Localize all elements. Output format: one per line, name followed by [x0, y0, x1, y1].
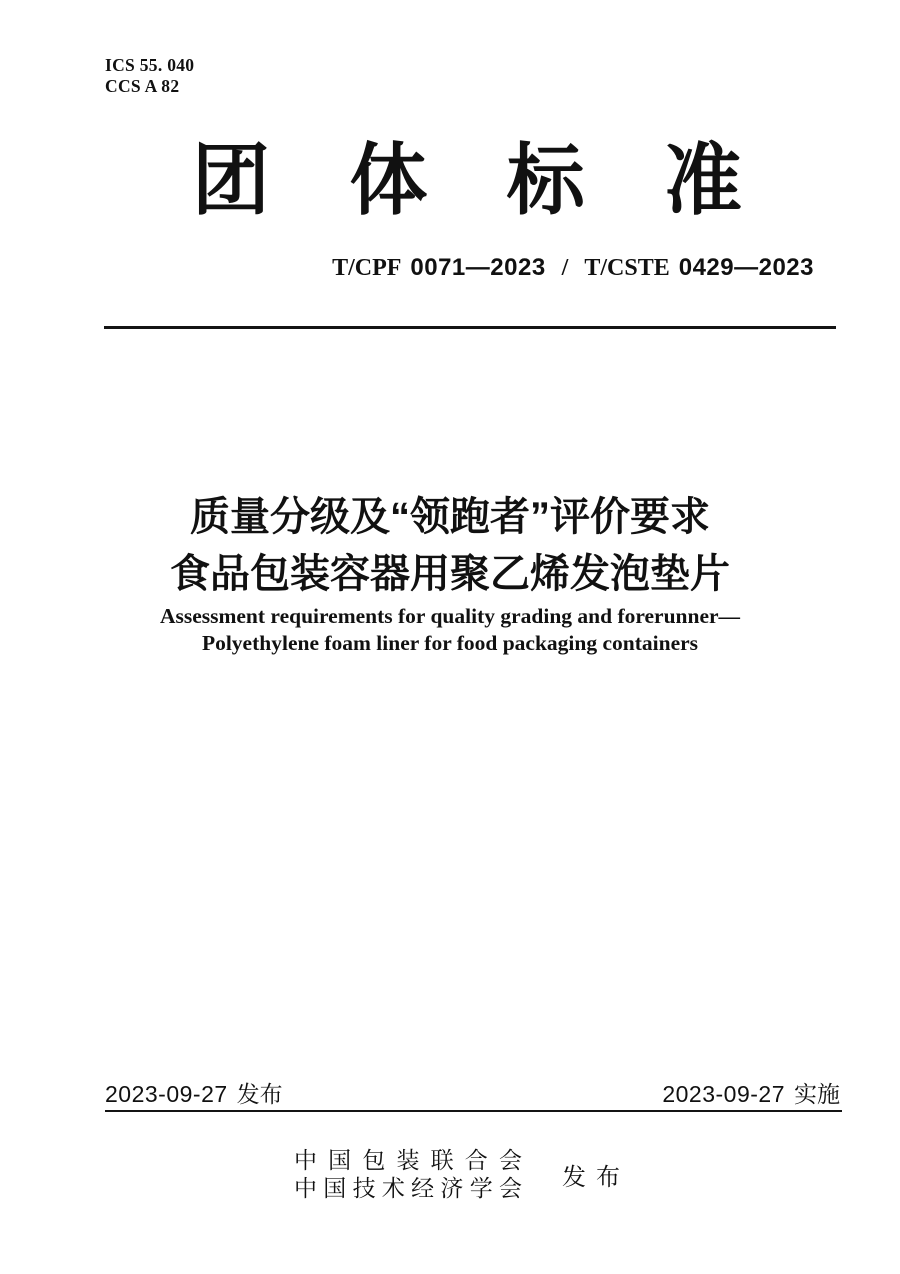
standard-number-1: 0071—2023	[410, 254, 546, 281]
english-title	[60, 603, 840, 657]
dates-row	[105, 1076, 840, 1109]
chinese-title-line1: 质量分级及“领跑者”评价要求	[190, 495, 710, 539]
ccs-code: CCS A 82	[105, 76, 180, 96]
char: 国	[328, 1147, 352, 1173]
char: 合	[464, 1147, 488, 1173]
char: 体	[349, 136, 428, 224]
char: 会	[498, 1147, 522, 1173]
char: 会	[498, 1175, 522, 1201]
implement-date-item	[662, 1076, 840, 1109]
char: 中	[294, 1175, 317, 1201]
bottom-rule	[105, 1110, 842, 1112]
issue-date-label: 发布	[236, 1081, 283, 1107]
standard-prefix-2: T/CSTE	[584, 255, 670, 281]
top-rule	[104, 326, 836, 329]
publish-label	[562, 1157, 620, 1192]
document-type-title	[192, 136, 742, 224]
char: 装	[396, 1147, 420, 1173]
standard-number-2: 0429—2023	[678, 254, 814, 281]
char: 准	[663, 136, 742, 224]
char: 发	[562, 1163, 586, 1191]
char: 标	[506, 136, 585, 224]
char: 布	[596, 1163, 620, 1191]
publisher-org-1	[294, 1146, 522, 1174]
chinese-title	[60, 489, 840, 603]
english-title-line2: Polyethylene foam liner for food packaging containers	[201, 631, 699, 655]
issue-date: 2023-09-27	[105, 1081, 228, 1107]
char: 学	[469, 1175, 493, 1201]
char: 技	[352, 1175, 376, 1201]
english-title-line1: Assessment requirements for quality grading and forerunner—	[159, 604, 741, 628]
ics-code: ICS 55. 040	[105, 55, 195, 75]
classification-codes	[105, 55, 194, 97]
publisher-organizations	[294, 1146, 522, 1202]
standard-number-line	[332, 254, 814, 282]
char: 经	[411, 1175, 435, 1201]
issue-date-item	[105, 1076, 283, 1109]
char: 济	[440, 1175, 464, 1201]
char: 联	[430, 1147, 454, 1173]
standard-number-separator: /	[561, 255, 569, 281]
publisher-org-2	[294, 1174, 522, 1202]
standard-prefix-1: T/CPF	[332, 255, 402, 281]
char: 中	[294, 1147, 317, 1173]
implement-date: 2023-09-27	[662, 1081, 785, 1107]
char: 术	[381, 1175, 405, 1201]
char: 包	[362, 1147, 386, 1173]
chinese-title-line2: 食品包装容器用聚乙烯发泡垫片	[170, 552, 730, 596]
char: 团	[192, 136, 271, 224]
publisher-block	[14, 1146, 900, 1202]
char: 国	[323, 1175, 347, 1201]
implement-date-label: 实施	[794, 1081, 840, 1107]
